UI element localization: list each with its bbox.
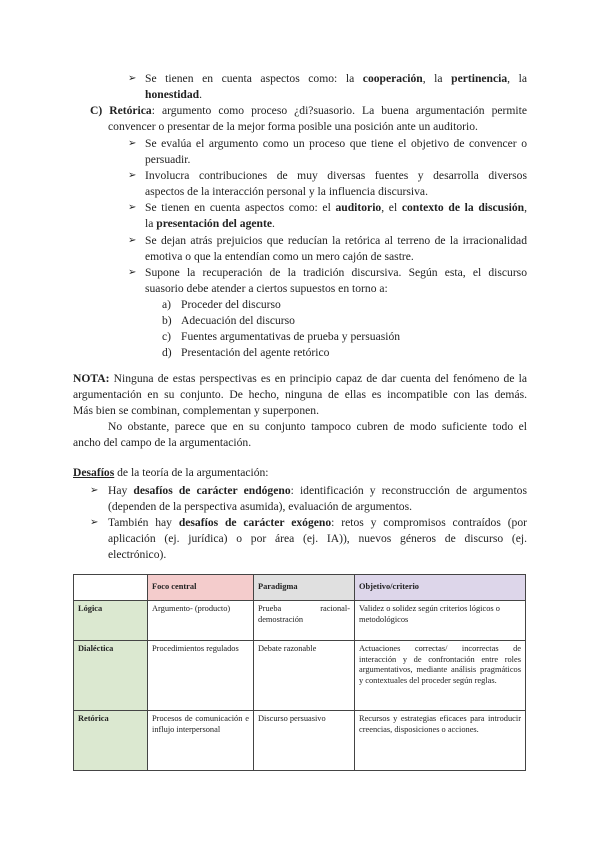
bullet-text: Involucra contribuciones de muy diversas fuentes y desarrolla diversos [145,169,527,182]
bullet-text: Se tienen en cuenta aspectos como: la cooperación, la pertinencia, la [145,72,528,85]
table-cell: Prueba racional-demostración [254,601,355,641]
bullet-text: Supone la recuperación de la tradición discursiva. Según esta, el discurso [145,266,527,279]
arrow-bullet-icon: ➢ [128,170,137,181]
table-cell: Validez o solidez según criterios lógicos o metodológicos [355,601,526,641]
arrow-bullet-icon: ➢ [90,485,99,496]
bullet-text-cont: persuadir. [145,153,191,166]
table-cell: Discurso persuasivo [254,711,355,771]
table-row [74,711,526,771]
row-label: Lógica [74,601,148,641]
bullet-text-cont: honestidad. [145,88,203,101]
sub-item-marker: d) [162,346,172,359]
sub-item-marker: c) [162,330,172,343]
comparison-table [73,574,526,771]
bullet-text-cont: electrónico). [108,548,167,561]
bullet-text: También hay desafíos de carácter exógeno: retos y compromisos contraídos (por [108,516,528,529]
table-cell: Recursos y estrategias eficaces para introducir creencias, disposiciones o acciones. [355,711,526,771]
row-label: Dialéctica [74,641,148,711]
table-cell: Procedimientos regulados [148,641,254,711]
arrow-bullet-icon: ➢ [128,138,137,149]
arrow-bullet-icon: ➢ [128,202,137,213]
arrow-bullet-icon: ➢ [128,267,137,278]
nota-line: argumentación en su conjunto. De hecho, ninguna de ellas es incompatible con las demás. [73,388,527,401]
bullet-text: Se tienen en cuenta aspectos como: el auditorio, el contexto de la discusión, [145,201,528,214]
table-row [74,601,526,641]
arrow-bullet-icon: ➢ [90,517,99,528]
nota-line: Más bien se combinan, complementan y superponen. [73,404,319,417]
table-header-cell: Foco central [148,575,254,601]
sub-item-marker: b) [162,314,172,327]
table-header-cell: Paradigma [254,575,355,601]
bullet-text-cont: aspectos de la interacción personal y la influencia discursiva. [145,185,428,198]
nota-line: NOTA: Ninguna de estas perspectivas es en principio capaz de dar cuenta del fenómeno de la [73,372,527,385]
table-header-cell [74,575,148,601]
bullet-text-cont: la presentación del agente. [145,217,275,230]
sub-item: Proceder del discurso [181,298,281,311]
bullet-text-cont: aplicación (ej. jurídica) o por área (ej. IA)), nuevos géneros de discurso (ej. [108,532,527,545]
table-cell: Debate razonable [254,641,355,711]
sub-item: Adecuación del discurso [181,314,295,327]
sub-item: Presentación del agente retórico [181,346,330,359]
bullet-text: Se evalúa el argumento como un proceso que tiene el objetivo de convencer o [145,137,527,150]
section-c-intro-cont: convencer o presentar de la mejor forma posible una posición ante un auditorio. [108,120,478,133]
desafios-heading: Desafíos de la teoría de la argumentación: [73,466,269,479]
bullet-text-cont: suasorio debe atender a ciertos supuestos en torno a: [145,282,388,295]
section-c-intro: C) Retórica: argumento como proceso ¿di?suasorio. La buena argumentación permite [90,104,527,117]
table-header-row [74,575,526,601]
sub-item-marker: a) [162,298,172,311]
table-cell: Procesos de comunicación e influjo interpersonal [148,711,254,771]
table-cell: Actuaciones correctas/ incorrectas de interacción y de confrontación entre roles argumentativos, mediante análisis pragmáticos y contextuales del proceder según reglas. [355,641,526,711]
arrow-bullet-icon: ➢ [128,235,137,246]
nota-paragraph: No obstante, parece que en su conjunto tampoco cubren de modo suficiente todo el [108,420,527,433]
table-row [74,641,526,711]
bullet-text-cont: emotiva o que la entendían como un mero cajón de sastre. [145,250,414,263]
nota-paragraph-cont: ancho del campo de la argumentación. [73,436,252,449]
arrow-bullet-icon: ➢ [128,73,137,84]
bullet-text: Se dejan atrás prejuicios que reducían la retórica al terreno de la irracionalidad [145,234,527,247]
row-label: Retórica [74,711,148,771]
bullet-text: Hay desafíos de carácter endógeno: identificación y reconstrucción de argumentos [108,484,527,497]
sub-item: Fuentes argumentativas de prueba y persuasión [181,330,401,343]
table-cell: Argumento- (producto) [148,601,254,641]
bullet-text-cont: (dependen de la perspectiva asumida), evaluación de argumentos. [108,500,413,513]
table-header-cell: Objetivo/criterio [355,575,526,601]
